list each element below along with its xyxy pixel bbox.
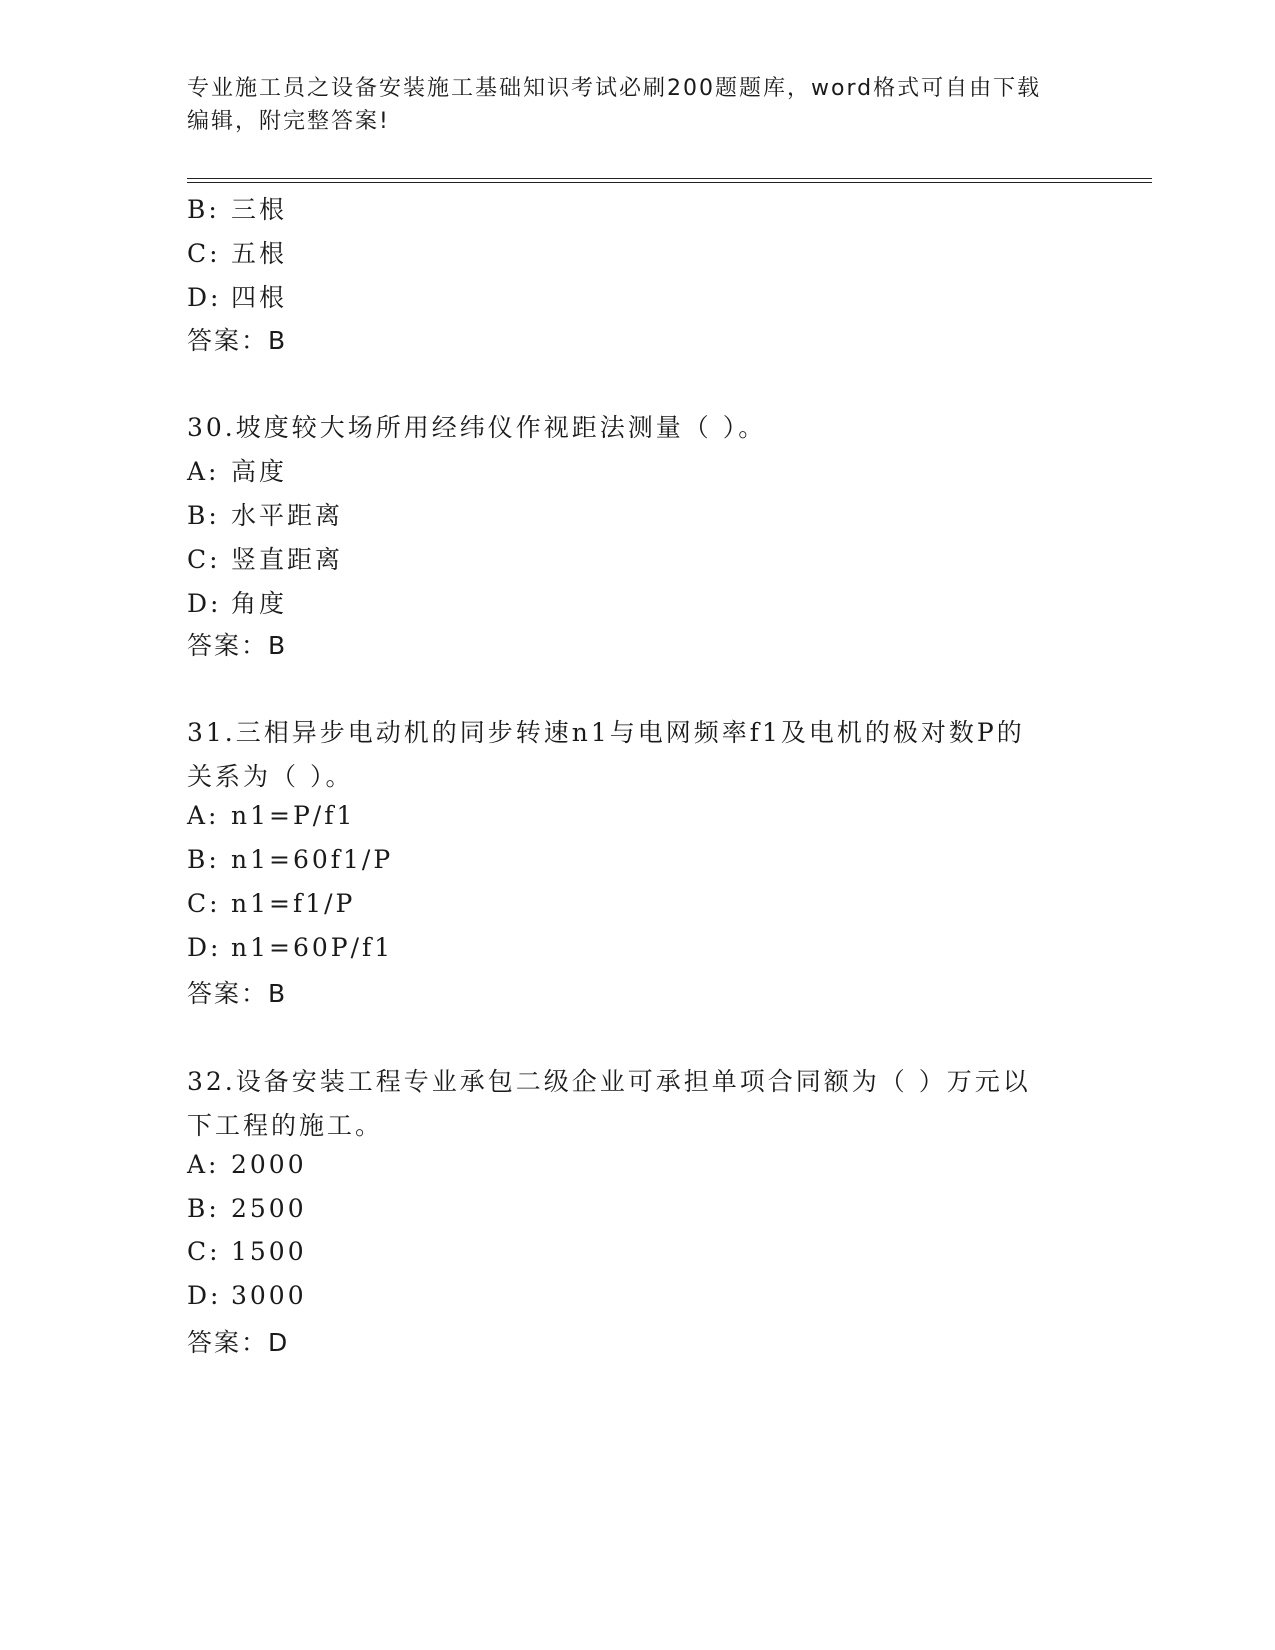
option-key: B: [187, 845, 220, 874]
option-key: C: [187, 239, 221, 268]
q30-option-b [187, 496, 343, 532]
option-text: n1=f1/P [231, 889, 356, 918]
option-key: A: [187, 1150, 220, 1179]
document-header [187, 72, 1067, 138]
q31-option-a [187, 801, 355, 830]
q30-question: 30.坡度较大场所用经纬仪作视距法测量（ ）。 [187, 413, 767, 442]
q32-question-line2: 下工程的施工。 [187, 1111, 384, 1140]
option-key: D: [187, 589, 222, 618]
option-key: A: [187, 801, 220, 830]
q32-question-line1: 32.设备安装工程专业承包二级企业可承担单项合同额为（ ）万元以 [187, 1067, 1031, 1096]
q30-option-d [187, 584, 287, 620]
option-text: 五根 [231, 239, 288, 268]
option-text: 四根 [231, 283, 288, 312]
q32-option-b [187, 1194, 307, 1223]
q29-option-c [187, 234, 287, 270]
header-title-line1: 专业施工员之设备安装施工基础知识考试必刷200题题库，word格式可自由下载 [187, 76, 1042, 101]
option-key: D: [187, 283, 222, 312]
header-title-line2: 编辑，附完整答案! [187, 109, 390, 134]
q32-option-c [187, 1237, 307, 1266]
option-text: n1=60f1/P [231, 845, 394, 874]
option-key: C: [187, 1237, 221, 1266]
option-text: n1=60P/f1 [231, 933, 394, 962]
q31-answer: 答案：B [187, 979, 288, 1008]
option-key: C: [187, 545, 221, 574]
q30-option-a [187, 452, 287, 488]
option-key: A: [187, 457, 220, 486]
q29-option-d [187, 278, 287, 314]
option-key: B: [187, 501, 220, 530]
header-divider-bottom [187, 182, 1152, 183]
option-text: 水平距离 [231, 501, 344, 530]
option-text: 角度 [231, 589, 288, 618]
option-text: 1500 [231, 1237, 307, 1266]
option-key: B: [187, 195, 220, 224]
q31-option-b [187, 845, 393, 874]
q29-option-b [187, 190, 287, 226]
option-text: 2000 [231, 1150, 307, 1179]
option-text: 2500 [231, 1194, 307, 1223]
option-key: D: [187, 933, 222, 962]
q32-option-d [187, 1281, 307, 1310]
q32-option-a [187, 1150, 307, 1179]
option-key: B: [187, 1194, 220, 1223]
q31-question-line2: 关系为（ ）。 [187, 762, 354, 791]
option-key: C: [187, 889, 221, 918]
q30-option-c [187, 540, 343, 576]
option-text: 竖直距离 [231, 545, 344, 574]
header-divider-top [187, 178, 1152, 179]
option-text: n1=P/f1 [231, 801, 356, 830]
q30-answer: 答案：B [187, 631, 288, 660]
option-key: D: [187, 1281, 222, 1310]
option-text: 高度 [231, 457, 288, 486]
q31-option-d [187, 933, 393, 962]
q31-question-line1: 31.三相异步电动机的同步转速n1与电网频率f1及电机的极对数P的 [187, 718, 1025, 747]
q31-option-c [187, 889, 355, 918]
q29-answer: 答案：B [187, 326, 288, 355]
option-text: 3000 [231, 1281, 307, 1310]
option-text: 三根 [231, 195, 288, 224]
q32-answer: 答案：D [187, 1328, 290, 1357]
